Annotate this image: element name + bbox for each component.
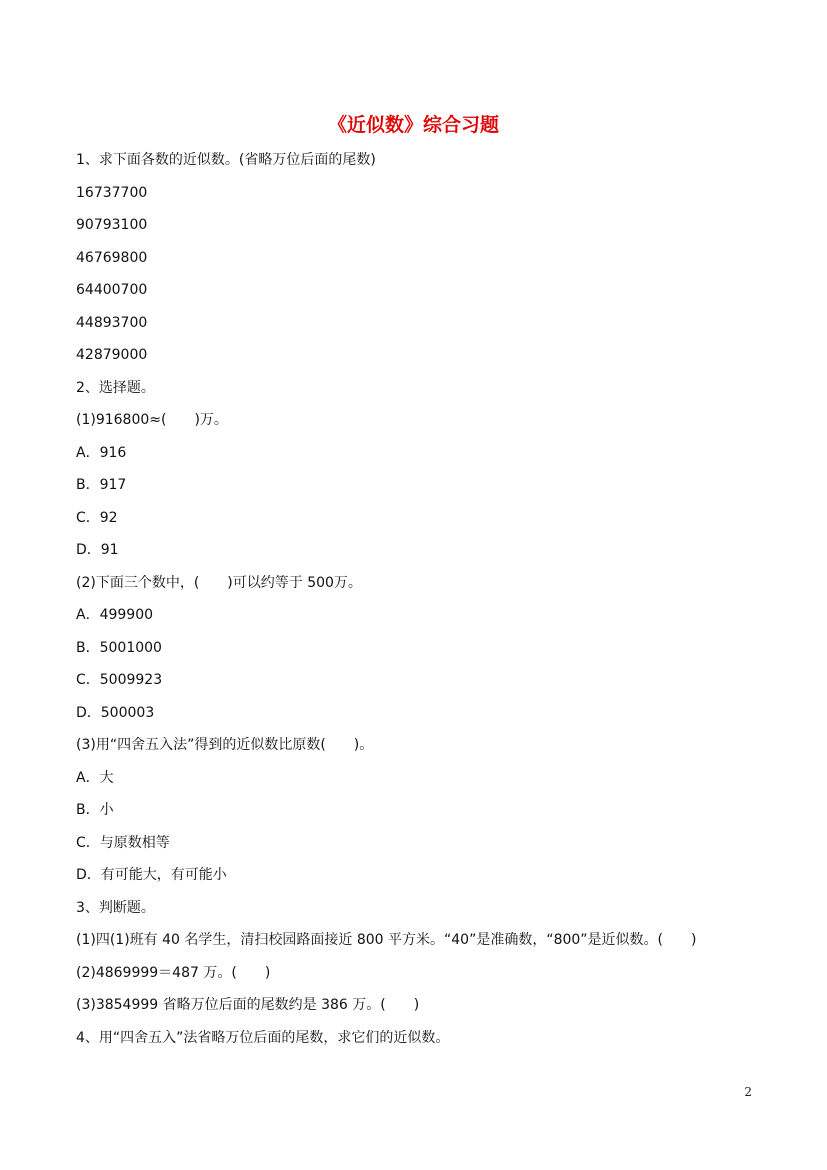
sub-question-stem: (3)用“四舍五入法”得到的近似数比原数( )。 bbox=[76, 737, 374, 753]
sub-question-stem: (1)916800≈( )万。 bbox=[76, 412, 228, 428]
judgement-item: (1)四(1)班有 40 名学生，清扫校园路面接近 800 平方米。“40”是准确数，“800”是近似数。( ) bbox=[76, 932, 697, 948]
question-2-heading: 2、选择题。 bbox=[76, 380, 155, 396]
sub-question-stem: (2)下面三个数中，( )可以约等于 500万。 bbox=[76, 575, 362, 591]
judgement-item: (3)3854999 省略万位后面的尾数约是 386 万。( ) bbox=[76, 997, 420, 1013]
option-item: D．有可能大，有可能小 bbox=[76, 867, 227, 883]
option-item: D．500003 bbox=[76, 705, 155, 721]
page-number: 2 bbox=[744, 1085, 752, 1099]
number-item: 46769800 bbox=[76, 250, 148, 266]
option-item: A．499900 bbox=[76, 607, 154, 623]
question-1-heading: 1、求下面各数的近似数。(省略万位后面的尾数) bbox=[76, 152, 376, 168]
question-3-heading: 3、判断题。 bbox=[76, 900, 155, 916]
number-item: 64400700 bbox=[76, 282, 148, 298]
option-item: A．大 bbox=[76, 770, 114, 786]
option-item: A．916 bbox=[76, 445, 127, 461]
option-item: D．91 bbox=[76, 542, 119, 558]
option-item: C．5009923 bbox=[76, 672, 163, 688]
question-4-heading: 4、用“四舍五入”法省略万位后面的尾数，求它们的近似数。 bbox=[76, 1030, 450, 1046]
option-item: B．5001000 bbox=[76, 640, 162, 656]
number-item: 90793100 bbox=[76, 217, 148, 233]
number-item: 44893700 bbox=[76, 315, 148, 331]
number-item: 42879000 bbox=[76, 347, 148, 363]
option-item: B．小 bbox=[76, 802, 114, 818]
option-item: C．与原数相等 bbox=[76, 835, 170, 851]
judgement-item: (2)4869999＝487 万。( ) bbox=[76, 965, 271, 981]
option-item: C．92 bbox=[76, 510, 118, 526]
number-item: 16737700 bbox=[76, 185, 148, 201]
page-title: 《近似数》综合习题 bbox=[327, 114, 499, 136]
option-item: B．917 bbox=[76, 477, 127, 493]
